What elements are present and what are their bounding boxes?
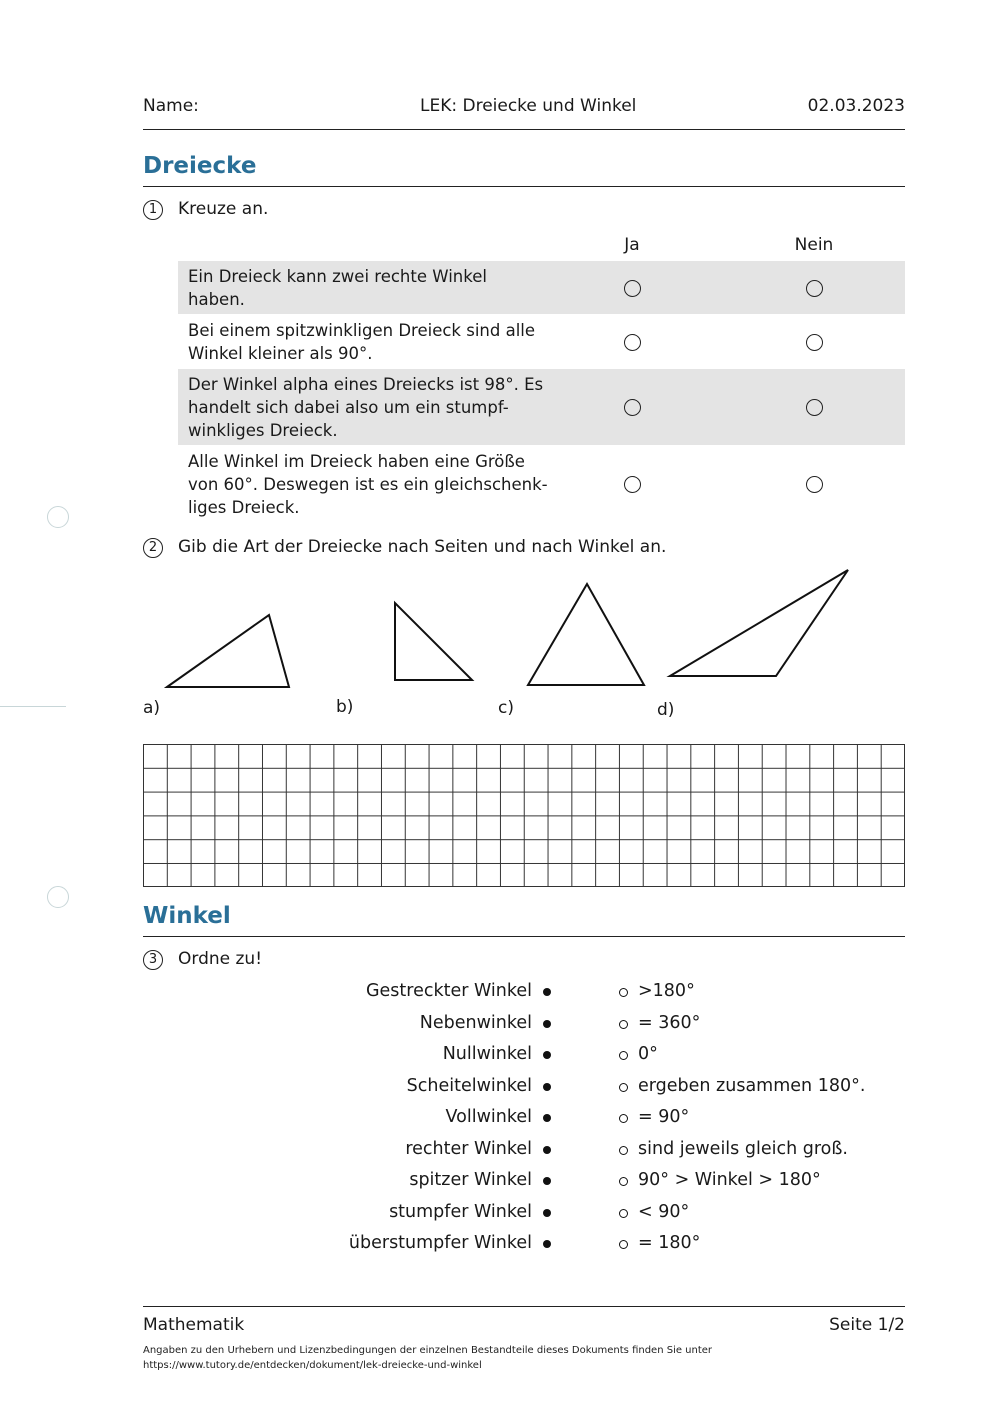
- match-left-term: spitzer Winkel: [409, 1170, 532, 1190]
- section-title-winkel: Winkel: [143, 903, 231, 929]
- match-right-term: >180°: [638, 981, 695, 1001]
- quiz-statement: Ein Dreieck kann zwei rechte Winkel haben.: [188, 267, 487, 309]
- match-right-term: = 360°: [638, 1012, 701, 1033]
- match-right-dot[interactable]: [619, 1114, 628, 1123]
- match-right-term: 90° > Winkel > 180°: [638, 1170, 821, 1190]
- triangle-label-c: c): [498, 698, 514, 718]
- match-right-term: = 180°: [638, 1233, 701, 1253]
- task-instruction-3: Ordne zu!: [178, 949, 263, 969]
- match-left-dot[interactable]: [543, 1209, 551, 1217]
- match-right-term: = 90°: [638, 1107, 690, 1127]
- task-number-1: 1: [143, 200, 163, 220]
- match-right-dot[interactable]: [619, 1209, 628, 1218]
- match-left-dot[interactable]: [543, 1146, 551, 1154]
- match-right-term: < 90°: [638, 1201, 690, 1222]
- answer-grid[interactable]: [143, 744, 905, 887]
- match-right-dot[interactable]: [619, 988, 628, 997]
- triangle-a: [167, 615, 289, 687]
- match-left-term: Nebenwinkel: [419, 1012, 532, 1033]
- punch-hole-mark-bottom: [47, 886, 69, 908]
- match-left-dot[interactable]: [543, 1240, 551, 1248]
- column-header-nein: Nein: [794, 235, 834, 255]
- footer-page-number: Seite 1/2: [829, 1315, 905, 1335]
- task-number-2: 2: [143, 538, 163, 558]
- match-right-dot[interactable]: [619, 1240, 628, 1249]
- worksheet-date: 02.03.2023: [807, 96, 905, 116]
- credits-url[interactable]: https://www.tutory.de/entdecken/dokument/lek-dreiecke-und-winkel: [143, 1360, 482, 1371]
- match-right-term: ergeben zusammen 180°.: [638, 1075, 866, 1096]
- match-right-term: 0°: [638, 1044, 658, 1064]
- match-right-dot[interactable]: [619, 1083, 628, 1092]
- triangle-label-d: d): [657, 700, 675, 720]
- match-left-dot[interactable]: [543, 1083, 551, 1091]
- triangle-b: [395, 603, 472, 680]
- match-left-term: Nullwinkel: [442, 1044, 532, 1064]
- match-right-dot[interactable]: [619, 1177, 628, 1186]
- match-right-dot[interactable]: [619, 1020, 628, 1029]
- quiz-statement: Der Winkel alpha eines Dreiecks ist 98°. Es handelt sich dabei also um ein stumpf- winkliges Dreieck.: [188, 375, 544, 440]
- column-header-ja: Ja: [624, 235, 640, 255]
- task-number-3: 3: [143, 950, 163, 970]
- match-left-term: überstumpfer Winkel: [348, 1233, 532, 1253]
- triangle-c: [528, 584, 644, 685]
- match-left-dot[interactable]: [543, 988, 551, 996]
- match-right-term: sind jeweils gleich groß.: [638, 1138, 848, 1159]
- quiz-statement: Bei einem spitzwinkligen Dreieck sind alle Winkel kleiner als 90°.: [188, 321, 536, 363]
- match-left-dot[interactable]: [543, 1177, 551, 1185]
- match-left-dot[interactable]: [543, 1114, 551, 1122]
- match-left-term: stumpfer Winkel: [389, 1201, 532, 1222]
- triangle-label-b: b): [336, 697, 354, 717]
- triangle-d: [670, 570, 848, 676]
- task-instruction-1: Kreuze an.: [178, 199, 269, 219]
- match-left-term: Scheitelwinkel: [406, 1075, 532, 1096]
- match-left-term: Gestreckter Winkel: [365, 981, 532, 1001]
- worksheet-title: LEK: Dreiecke und Winkel: [420, 96, 637, 116]
- quiz-statement: Alle Winkel im Dreieck haben eine Größe von 60°. Deswegen ist es ein gleichschenk- liges Dreieck.: [188, 452, 548, 517]
- triangle-label-a: a): [143, 698, 161, 718]
- credits-text: Angaben zu den Urhebern und Lizenzbedingungen der einzelnen Bestandteile dieses Dokuments finden Sie unter: [143, 1345, 713, 1356]
- match-left-dot[interactable]: [543, 1020, 551, 1028]
- footer-rule: [143, 1306, 905, 1307]
- section-title-dreiecke: Dreiecke: [143, 153, 257, 179]
- match-right-dot[interactable]: [619, 1146, 628, 1155]
- match-left-term: rechter Winkel: [405, 1138, 532, 1159]
- match-left-term: Vollwinkel: [445, 1107, 532, 1127]
- section-rule-winkel: [143, 936, 905, 937]
- match-right-dot[interactable]: [619, 1051, 628, 1060]
- match-left-dot[interactable]: [543, 1051, 551, 1059]
- task-instruction-2: Gib die Art der Dreiecke nach Seiten und nach Winkel an.: [178, 537, 667, 557]
- footer-subject: Mathematik: [143, 1315, 245, 1335]
- footer-credits: [143, 1343, 843, 1373]
- name-label: Name:: [143, 96, 199, 116]
